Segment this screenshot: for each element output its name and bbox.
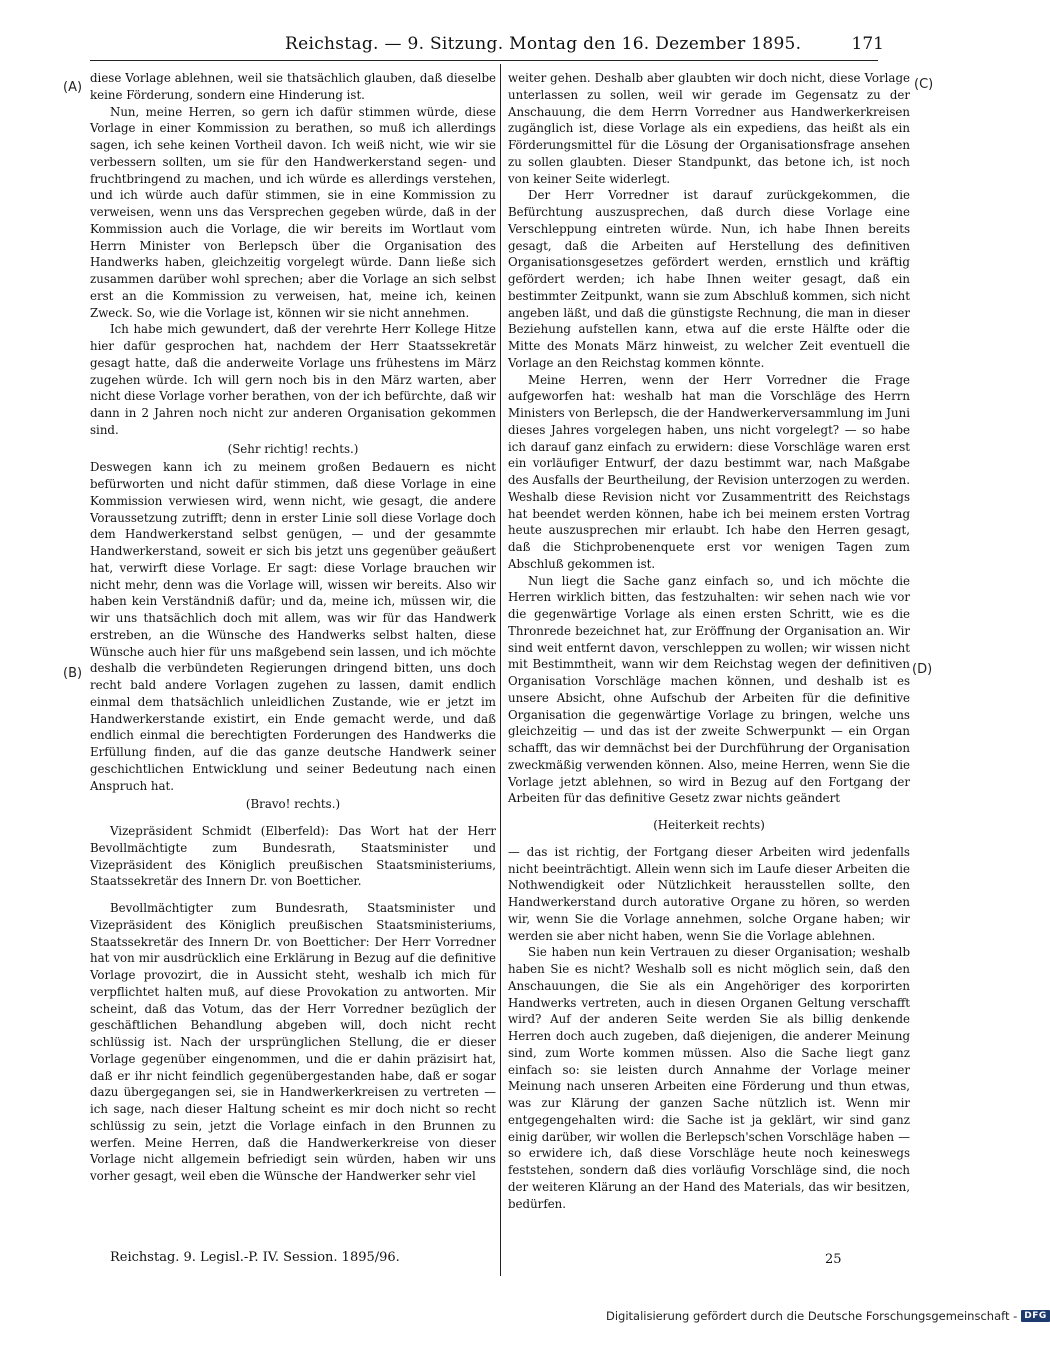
margin-mark-c: (C) xyxy=(914,77,934,92)
header-rule xyxy=(90,60,878,61)
footer-reference: Reichstag. 9. Legisl.-P. IV. Session. 1895/96. xyxy=(110,1250,400,1265)
paragraph: Der Herr Vorredner ist darauf zurückgekommen, die Befürchtung auszusprechen, daß durch diese Vorlage eine Verschleppung eintreten würde. Nun, ich habe Ihnen bereits gesagt, daß die Arbeiten auf Herstellung des definitiven Organisationsgesetzes gefördert werden, ernstlich und kräftig gefördert werden; ich habe Ihnen weiter gesagt, daß ein bestimmter Zeitpunkt, wann sie zum Abschluß kommen, sich nicht angeben läßt, und daß die günstigste Rechnung, die man in dieser Beziehung aufstellen kann, etwa auf die erste Hälfte oder die Mitte des Monats März hinweist, zu welcher Zeit eventuell die Vorlage an den Reichstag kommen könnte. xyxy=(508,188,910,370)
running-header: Reichstag. — 9. Sitzung. Montag den 16. Dezember 1895. xyxy=(285,34,802,54)
digitization-credit xyxy=(606,1309,1050,1323)
paragraph: diese Vorlage ablehnen, weil sie thatsächlich glauben, daß dieselbe keine Förderung, sondern eine Hinderung ist. xyxy=(90,71,496,102)
interjection: (Heiterkeit rechts) xyxy=(653,818,765,832)
page-number: 171 xyxy=(851,34,884,54)
column-divider xyxy=(500,64,501,1276)
speaker-paragraph: Vizepräsident Schmidt (Elberfeld): Das Wort hat der Herr Bevollmächtigte zum Bundesrath, Staatsminister und Vizepräsident des Königlich preußischen Staatsministeriums, Staatssekretär des Innern Dr. von Boetticher. xyxy=(90,824,496,889)
paragraph: Ich habe mich gewundert, daß der verehrte Herr Kollege Hitze hier dafür gesprochen hat, nachdem der Herr Staatssekretär gesagt hatte, daß die anderweite Vorlage uns frühestens im März zugehen würde. Ich will gern noch bis in den März warten, aber nicht diese Vorlage vorher berathen, von der ich befürchte, daß wir dann in 2 Jahren noch nicht zur anderen Organisation gekommen sind. xyxy=(90,322,496,437)
paragraph: Nun liegt die Sache ganz einfach so, und ich möchte die Herren wirklich bitten, das festzuhalten: wir sehen nach wie vor die gegenwärtige Vorlage als einen ersten Schritt, wie es die Thronrede bezeichnet hat, zur Eröffnung der Organisation an. Wir sind weit entfernt davon, verschleppen zu wollen; wir wissen nicht mit Bestimmtheit, wann wir dem Reichstag wegen der definitiven Organisation Vorschläge machen können, und deshalb ist es unsere Absicht, ohne Aufschub der Arbeiten für die definitive Organisation die gegenwärtige Vorlage zu bringen, welche uns gleichzeitig — und das ist der zweite Schwerpunkt — ein Organ schafft, das wir demnächst bei der Durchführung der Organisation zweckmäßig verwenden können. Also, meine Herren, wenn Sie die Vorlage jetzt ablehnen, so wird in Bezug auf den Fortgang der Arbeiten für das definitive Gesetz zwar nichts geändert xyxy=(508,573,910,806)
margin-mark-d: (D) xyxy=(912,662,933,677)
paragraph: weiter gehen. Deshalb aber glaubten wir doch nicht, diese Vorlage unterlassen zu sollen, weil wir gerade im Gegensatz zu der Anschauung, die dem Herrn Vorredner aus Handwerkerkreisen zugänglich ist, diese Vorlage als ein expediens, das heißt als ein Förderungsmittel für die Lösung der Organisationsfrage ansehen zu sollen glaubten. Dieser Standpunkt, das betone ich, ist noch von keiner Seite widerlegt. xyxy=(508,71,910,186)
paragraph: Sie haben nun kein Vertrauen zu dieser Organisation; weshalb haben Sie es nicht? Weshalb soll es nicht möglich sein, daß den Anschauungen, die Sie als ein Angehöriger des korporirten Handwerks vertreten, auch in diesen Organen Geltung verschafft wird? Auf der anderen Seite werden Sie als billig denkende Herren doch auch zugeben, daß diejenigen, die anderer Meinung sind, zum Worte kommen müssen. Also die Sache liegt ganz einfach so: sie leisten durch Annahme der Vorlage meiner Meinung nach unseren Arbeiten eine Förderung und thun etwas, was zur Klärung der ganzen Sache nützlich ist. Wenn mir entgegengehalten wird: die Sache ist ja geklärt, wir sind ganz einig darüber, wir wollen die Berlepsch'schen Vorschläge haben — so erwidere ich, daß diese Vorschläge heute noch keineswegs feststehen, sondern daß dies vorläufig Vorschläge sind, die noch der weiteren Klärung an der Hand des Materials, das wir besitzen, bedürfen. xyxy=(508,945,910,1211)
paragraph: Nun, meine Herren, so gern ich dafür stimmen würde, diese Vorlage in einer Kommission zu berathen, so muß ich allerdings sagen, ich sehe keinen Vortheil davon. Ich weiß nicht, wie wir sie verbessern sollten, um sie für den Handwerkerstand segen- und fruchtbringend zu machen, und ich würde es allerdings verstehen, und ich würde auch dafür stimmen, sie in eine Kommission zu verweisen, wenn uns das Versprechen gegeben würde, daß in der Kommission auch die Vorlage, die wir bereits im Wortlaut vom Herrn Minister von Berlepsch über die Organisation des Handwerks haben, gleichzeitig vorgelegt würde. Dann ließe sich zusammen darüber wohl sprechen; aber die Vorlage an sich selbst erst an die Kommission zu verweisen, hat, meine ich, keinen Zweck. So, wie die Vorlage ist, können wir sie nicht annehmen. xyxy=(90,104,496,320)
interjection: (Bravo! rechts.) xyxy=(245,797,341,812)
left-column xyxy=(90,70,496,1185)
margin-mark-a: (A) xyxy=(63,80,83,95)
interjection: (Sehr richtig! rechts.) xyxy=(227,441,359,456)
dfg-logo-icon: DFG xyxy=(1021,1310,1050,1322)
speaker-paragraph: Bevollmächtigter zum Bundesrath, Staatsminister und Vizepräsident des Königlich preußischen Staatsministeriums, Staatssekretär des Innern Dr. von Boetticher: Der Herr Vorredner hat von mir ausdrücklich eine Erklärung in Bezug auf die definitive Vorlage provozirt, die in Aussicht steht, weshalb ich mich für verpflichtet halten muß, auf diese Provokation zu antworten. Mir scheint, daß das Votum, das der Herr Vorredner bezüglich der geschäftlichen Behandlung abgeben will, doch nicht recht schlüssig ist. Nach der ursprünglichen Stellung, die er dieser Vorlage gegenüber eingenommen, und die er dahin präzisirt hat, daß er ihr nicht feindlich gegenübergestanden habe, daß er sogar dazu übergegangen sei, sie in Handwerkerkreisen zu vertreten — ich sage, nach dieser Haltung scheint es mir doch nicht so recht schlüssig zu sein, jetzt die Vorlage einfach in den Brunnen zu werfen. Meine Herren, daß die Handwerkerkreise von dieser Vorlage nicht allgemein befriedigt sein würden, haben wir uns vorher gesagt, weil eben die Wünsche der Handwerker sehr viel xyxy=(90,901,496,1183)
credit-text: Digitalisierung gefördert durch die Deutsche Forschungsgemeinschaft - xyxy=(606,1309,1018,1323)
right-column xyxy=(508,70,910,1212)
margin-mark-b: (B) xyxy=(63,666,83,681)
paragraph: Deswegen kann ich zu meinem großen Bedauern es nicht befürworten und nicht dafür stimmen, daß diese Vorlage in eine Kommission verwiesen wird, wenn nicht, wie gesagt, die andere Voraussetzung zutrifft; denn in erster Linie soll diese Vorlage doch dem Handwerkerstand selbst genügen, — und der gesammte Handwerkerstand, soweit er sich bis jetzt uns gegenüber geäußert hat, verwirft diese Vorlage. Er sagt: diese Vorlage brauchen wir nicht mehr, denn was die Vorlage will, wissen wir bereits. Also wir haben kein Verständniß dafür; und da, meine ich, müssen wir, die wir uns thatsächlich doch mit allem, was wir für das Handwerk erstreben, an die Wünsche des Handwerks selbst halten, diese Wünsche auch hier für uns maßgebend sein lassen, und ich möchte deshalb die verbündeten Regierungen dringend bitten, uns doch recht bald andere Vorlagen zugehen zu lassen, damit endlich einmal dem thatsächlich unleidlichen Zustande, wie er jetzt im Handwerkerstande existirt, ein Ende gemacht werde, und daß endlich einmal die berechtigten Forderungen des Handwerks die Erfüllung finden, auf die das ganze deutsche Handwerk seiner geschichtlichen Entwicklung und seiner Bedeutung nach einen Anspruch hat. xyxy=(90,460,496,793)
sheet-signature: 25 xyxy=(825,1252,842,1267)
paragraph: Meine Herren, wenn der Herr Vorredner die Frage aufgeworfen hat: weshalb hat man die Vorschläge des Herrn Ministers von Berlepsch, die der Handwerkerversammlung im Juni dieses Jahres vorgelegen haben, uns nicht vorgelegt? — so habe ich darauf ganz einfach zu erwidern: diese Vorschläge waren erst ein vorläufiger Entwurf, der dazu bestimmt war, nach Maßgabe des Ausfalls der Beurtheilung, der Revision unterzogen zu werden. Weshalb diese Revision nicht vor Zusammentritt des Reichstags hat beendet werden können, habe ich bei meinem ersten Vortrag heute auszusprechen mir erlaubt. Ich habe den Herren gesagt, daß die Stichprobenenquete erst vor wenigen Tagen zum Abschluß gekommen ist. xyxy=(508,372,910,571)
paragraph: — das ist richtig, der Fortgang dieser Arbeiten wird jedenfalls nicht beeinträchtigt. Allein wenn sich im Laufe dieser Arbeiten die Nothwendigkeit oder Nützlichkeit herausstellen sollte, den Handwerkerstand durch autorative Organe zu hören, so werden wir, wenn Sie die Vorlage annehmen, solche Organe haben; wir werden sie aber nicht haben, wenn Sie die Vorlage ablehnen. xyxy=(508,844,910,943)
